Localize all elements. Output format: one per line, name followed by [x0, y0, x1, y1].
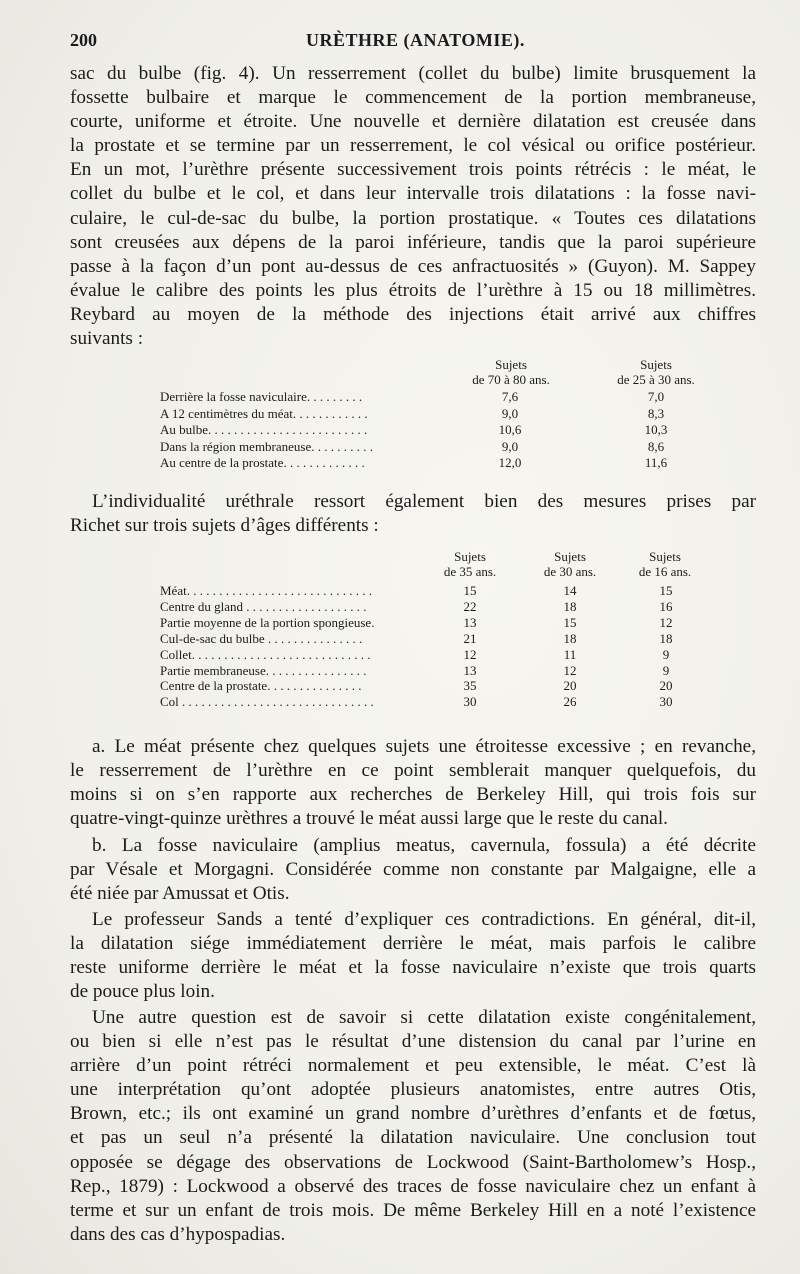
paragraph-question	[70, 1006, 756, 1247]
table-row	[160, 694, 720, 710]
row-label: A 12 centimètres du méat. . . . . . . . . . . .	[160, 405, 368, 421]
table-row	[160, 631, 720, 647]
text-line: Reybard au moyen de la méthode des injections était arrivé aux chiffres	[70, 303, 756, 325]
table-row	[160, 599, 720, 615]
table-row	[160, 583, 720, 599]
cell-value: 30	[659, 694, 673, 710]
table-header: Sujets de 25 à 30 ans.	[617, 357, 695, 387]
row-label: Partie membraneuse. . . . . . . . . . . . . . . .	[160, 662, 367, 678]
text-line: été niée par Amussat et Otis.	[70, 883, 290, 905]
table-row	[160, 422, 720, 438]
table-reybard	[160, 357, 720, 477]
cell-value: 18	[563, 630, 577, 646]
row-label: Col . . . . . . . . . . . . . . . . . . . . . . . . . . . . . .	[160, 694, 374, 710]
text-line: moins si on s’en rapporte aux recherches de Berkeley Hill, qui trois fois sur	[70, 784, 756, 806]
text-line: sont creusées aux dépens de la paroi inférieure, tandis que la paroi supérieure	[70, 231, 756, 253]
table-row	[160, 455, 720, 471]
table-header: Sujets de 70 à 80 ans.	[472, 357, 550, 387]
text-line: dans des cas d’hypospadias.	[70, 1223, 286, 1245]
text-line: et pas un seul n’a présenté la dilatation naviculaire. Une conclusion tout	[70, 1127, 756, 1149]
cell-value: 9,0	[501, 405, 519, 421]
text-line: L’individualité uréthrale ressort également bien des mesures prises par	[92, 491, 756, 512]
table-header: Sujets de 30 ans.	[543, 549, 597, 579]
cell-value: 8,3	[647, 405, 665, 421]
row-label: Centre de la prostate. . . . . . . . . . . . . . .	[160, 678, 362, 694]
cell-value: 8,6	[647, 438, 665, 454]
text-line: évalue le calibre des points les plus étroits de l’urèthre à 15 ou 18 millimètres.	[70, 279, 756, 301]
text-line: terme et sur un enfant de trois mois. De même Berkeley Hill en a noté l’existence	[70, 1199, 756, 1221]
table-row	[160, 406, 720, 422]
cell-value: 18	[659, 630, 673, 646]
row-label: Partie moyenne de la portion spongieuse.	[160, 614, 375, 630]
cell-value: 10,3	[644, 422, 668, 438]
table-row	[160, 615, 720, 631]
cell-value: 22	[463, 598, 477, 614]
text-line: de pouce plus loin.	[70, 981, 215, 1003]
text-line: la dilatation siége immédiatement derrière le méat, mais parfois le calibre	[70, 933, 756, 955]
cell-value: 7,0	[647, 389, 665, 404]
text-line: Le professeur Sands a tenté d’expliquer ces contradictions. En général, dit-il,	[92, 909, 756, 930]
text-line: ou bien si elle n’est pas le résultat d’une distension du canal par l’urine en	[70, 1031, 756, 1053]
cell-value: 30	[463, 694, 477, 710]
text-line: opposée se dégage des observations de Lockwood (Saint-Bartholomew’s Hosp.,	[70, 1151, 756, 1173]
cell-value: 13	[463, 662, 477, 678]
cell-value: 13	[463, 614, 477, 630]
table-header: Sujets de 35 ans.	[443, 549, 497, 579]
row-label: Collet. . . . . . . . . . . . . . . . . . . . . . . . . . . .	[160, 646, 371, 662]
text-line: par Vésale et Morgagni. Considérée comme non constante par Malgaigne, elle a	[70, 859, 756, 881]
text-line: suivants :	[70, 328, 144, 350]
section-a-meat	[70, 735, 756, 831]
row-label: Dans la région membraneuse. . . . . . . . . .	[160, 438, 374, 454]
text-line: culaire, le cul-de-sac du bulbe, la portion prostatique. « Toutes ces dilatations	[70, 207, 756, 229]
running-header	[70, 30, 770, 58]
table-row	[160, 439, 720, 455]
row-label: Centre du gland . . . . . . . . . . . . . . . . . . .	[160, 598, 367, 614]
text-line: sac du bulbe (fig. 4). Un resserrement (collet du bulbe) limite brusquement la	[70, 63, 756, 84]
table-row	[160, 389, 720, 405]
cell-value: 15	[463, 583, 477, 598]
cell-value: 16	[659, 598, 673, 614]
paragraph-sands	[70, 908, 756, 1004]
text-line: a. Le méat présente chez quelques sujets une étroitesse excessive ; en revanche,	[92, 736, 756, 757]
cell-value: 11	[563, 646, 577, 662]
text-line: Une autre question est de savoir si cette dilatation existe congénitalement,	[92, 1007, 756, 1028]
table-header: Sujets de 16 ans.	[638, 549, 692, 579]
cell-value: 15	[563, 614, 577, 630]
paragraph-individualite	[70, 490, 756, 538]
text-line: Brown, etc.; ils ont examiné un grand nombre d’urèthres d’enfants et de fœtus,	[70, 1103, 756, 1125]
section-b-fosse	[70, 834, 756, 906]
cell-value: 12	[463, 646, 477, 662]
text-line: la prostate et se termine par un resserrement, le col vésical ou orifice postérieur.	[70, 135, 756, 157]
text-line: Rep., 1879) : Lockwood a observé des traces de fosse naviculaire chez un enfant à	[70, 1175, 756, 1197]
cell-value: 12,0	[498, 455, 522, 471]
text-line: quatre-vingt-quinze urèthres a trouvé le méat aussi large que le reste du canal.	[70, 808, 668, 830]
table-row	[160, 678, 720, 694]
cell-value: 11,6	[644, 455, 668, 471]
page-number: 200	[70, 30, 97, 50]
cell-value: 21	[463, 630, 477, 646]
text-line: courte, uniforme et étroite. Une nouvelle et dernière dilatation est creusée dans	[70, 111, 756, 133]
intro-paragraph	[70, 62, 756, 351]
running-title: URÈTHRE (ANATOMIE).	[306, 30, 525, 50]
text-line: fossette bulbaire et marque le commencement de la portion membraneuse,	[70, 87, 756, 109]
cell-value: 20	[659, 678, 673, 694]
table-richet	[160, 549, 720, 719]
text-line: reste uniforme derrière le méat et la fosse naviculaire n’existe que trois quarts	[70, 957, 756, 979]
text-line: passe à la façon d’un pont au-dessus de ces anfractuosités » (Guyon). M. Sappey	[70, 255, 756, 277]
table-row	[160, 663, 720, 679]
row-label: Derrière la fosse naviculaire. . . . . . . . .	[160, 389, 363, 404]
cell-value: 20	[563, 678, 577, 694]
cell-value: 12	[659, 614, 673, 630]
row-label: Au bulbe. . . . . . . . . . . . . . . . . . . . . . . . .	[160, 422, 368, 438]
cell-value: 26	[563, 694, 577, 710]
cell-value: 9,0	[501, 438, 519, 454]
row-label: Méat. . . . . . . . . . . . . . . . . . . . . . . . . . . . .	[160, 583, 372, 598]
text-line: collet du bulbe et le col, et dans leur intervalle trois dilatations : la fosse navi-	[70, 183, 756, 205]
cell-value: 10,6	[498, 422, 522, 438]
text-line: En un mot, l’urèthre présente successivement trois points rétrécis : le méat, le	[70, 159, 756, 181]
cell-value: 12	[563, 662, 577, 678]
text-line: une interprétation qu’ont adoptée plusieurs anatomistes, entre autres Otis,	[70, 1079, 756, 1101]
text-line: le resserrement de l’urèthre en ce point semblerait manquer quelquefois, du	[70, 760, 756, 782]
cell-value: 9	[662, 646, 670, 662]
cell-value: 14	[563, 583, 577, 598]
cell-value: 15	[659, 583, 673, 598]
text-line: b. La fosse naviculaire (amplius meatus, cavernula, fossula) a été décrite	[92, 835, 756, 856]
text-line: arrière d’un point rétréci normalement et peu extensible, le méat. C’est là	[70, 1055, 756, 1077]
cell-value: 9	[662, 662, 670, 678]
cell-value: 7,6	[501, 389, 519, 404]
row-label: Au centre de la prostate. . . . . . . . . . . . .	[160, 455, 365, 471]
row-label: Cul-de-sac du bulbe . . . . . . . . . . . . . . .	[160, 630, 363, 646]
table-row	[160, 647, 720, 663]
text-line: Richet sur trois sujets d’âges différents :	[70, 515, 379, 537]
cell-value: 18	[563, 598, 577, 614]
cell-value: 35	[463, 678, 477, 694]
